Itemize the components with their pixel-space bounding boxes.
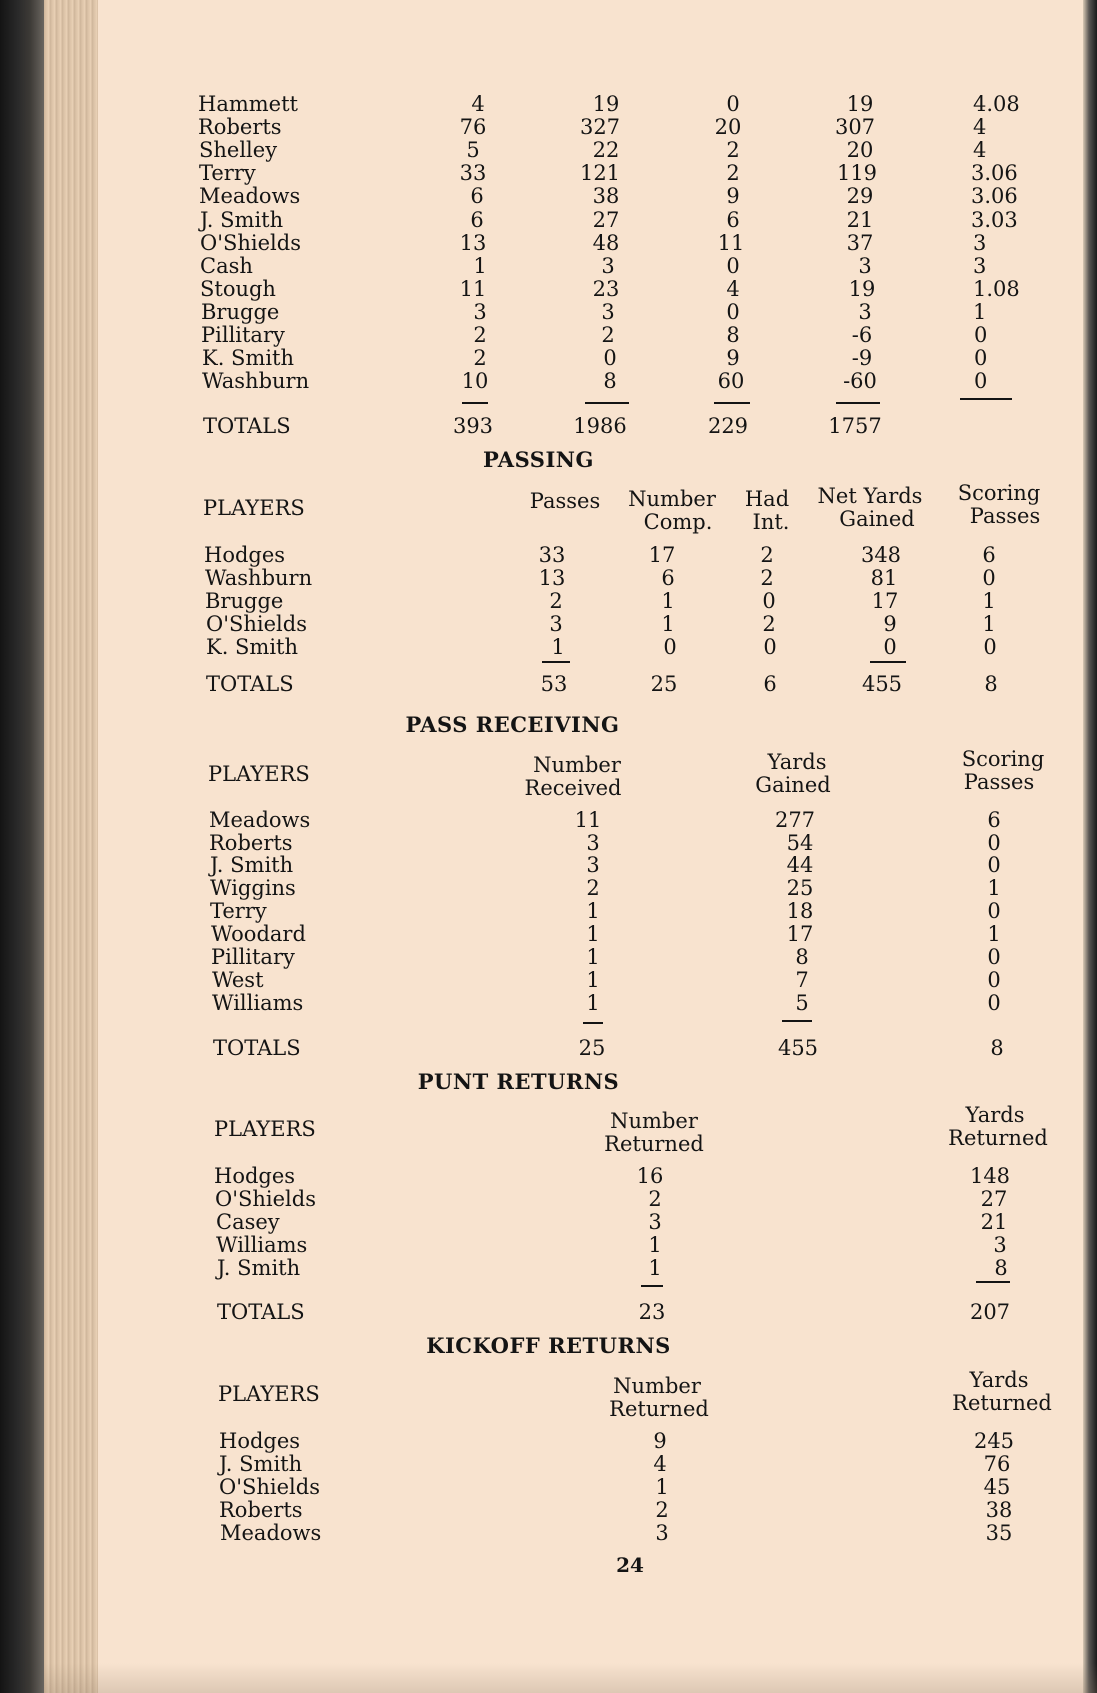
- player-name: O'Shields: [200, 231, 301, 255]
- table-row: West 1 7 0: [212, 968, 1001, 992]
- player-name: O'Shields: [215, 1187, 316, 1211]
- table-row: Meadows 6 38 9 29 3.06: [199, 184, 1018, 208]
- player-name: Pillitary: [201, 323, 285, 347]
- section-title: PUNT RETURNS: [417, 1069, 620, 1094]
- page-bottom-shadow: [44, 1663, 1097, 1693]
- table-row: K. Smith 1 0 0 0 0: [206, 635, 997, 659]
- page-number: 24: [616, 1553, 644, 1577]
- section-title: PASSING: [483, 447, 594, 472]
- players-heading: PLAYERS: [218, 1382, 320, 1406]
- player-name: Williams: [216, 1233, 308, 1257]
- totals-row: TOTALS 53 25 6 455 8: [206, 672, 998, 696]
- total-rule: [542, 661, 570, 663]
- player-name: Pillitary: [211, 945, 295, 969]
- table-row: Terry 33 121 2 119 3.06: [199, 161, 1018, 185]
- total-rule: [870, 661, 906, 663]
- player-name: Brugge: [201, 300, 280, 324]
- table-row: Hodges 9 245: [219, 1429, 1015, 1453]
- table-row: Shelley 5 22 2 20 4: [199, 138, 987, 162]
- player-name: Washburn: [205, 566, 313, 590]
- player-name: Roberts: [209, 831, 293, 855]
- player-name: Meadows: [220, 1521, 322, 1545]
- player-name: K. Smith: [206, 635, 299, 659]
- total-rule: [585, 402, 629, 404]
- player-name: J. Smith: [219, 1452, 303, 1476]
- player-name: Hodges: [214, 1164, 296, 1188]
- player-name: West: [212, 968, 264, 992]
- player-name: Casey: [216, 1210, 280, 1234]
- table-row: O'Shields 2 27: [215, 1187, 1008, 1211]
- player-name: Meadows: [199, 184, 301, 208]
- player-name: Shelley: [199, 138, 278, 162]
- total-rule: [836, 402, 880, 404]
- player-name: O'Shields: [206, 612, 307, 636]
- table-row: Stough 11 23 4 19 1.08: [200, 277, 1020, 301]
- player-name: Woodard: [211, 922, 306, 946]
- table-row: Brugge 3 3 0 3 1: [201, 300, 987, 324]
- table-row: Williams 1 5 0: [212, 991, 1001, 1015]
- table-row: Brugge 2 1 0 17 1: [205, 589, 996, 613]
- section-title: KICKOFF RETURNS: [426, 1333, 671, 1358]
- player-name: J. Smith: [210, 853, 294, 877]
- table-row: O'Shields 13 48 11 37 3: [200, 231, 987, 255]
- table-row: K. Smith 2 0 9 -9 0: [202, 346, 988, 370]
- table-row: Pillitary 1 8 0: [211, 945, 1001, 969]
- table-row: Meadows 3 35: [220, 1521, 1013, 1545]
- table-row: Wiggins 2 25 1: [210, 876, 1001, 900]
- table-row: J. Smith 3 44 0: [210, 853, 1001, 877]
- table-row: Washburn 10 8 60 -60 0: [202, 369, 988, 393]
- player-name: Stough: [200, 277, 276, 301]
- table-row: Hammett 4 19 0 19 4.08: [198, 92, 1020, 116]
- table-row: Williams 1 3: [216, 1233, 1007, 1257]
- player-name: Wiggins: [210, 876, 296, 900]
- player-name: Roberts: [219, 1498, 303, 1522]
- totals-row: TOTALS 25 455 8: [213, 1036, 1004, 1060]
- total-rule: [462, 402, 488, 404]
- player-name: Brugge: [205, 589, 284, 613]
- player-name: Hodges: [219, 1429, 301, 1453]
- table-row: Roberts 3 54 0: [209, 831, 1001, 855]
- table-row: Pillitary 2 2 8 -6 0: [201, 323, 988, 347]
- table-row: Washburn 13 6 2 81 0: [205, 566, 996, 590]
- total-rule: [782, 1020, 812, 1022]
- player-name: Terry: [210, 899, 267, 923]
- player-name: Cash: [200, 254, 253, 278]
- table-row: Roberts 2 38: [219, 1498, 1013, 1522]
- table-row: Woodard 1 17 1: [211, 922, 1001, 946]
- table-row: O'Shields 1 45: [219, 1475, 1011, 1499]
- table-row: J. Smith 6 27 6 21 3.03: [200, 208, 1018, 232]
- players-heading: PLAYERS: [214, 1117, 316, 1141]
- table-row: Casey 3 21: [216, 1210, 1008, 1234]
- players-heading: PLAYERS: [208, 762, 310, 786]
- totals-row: TOTALS 23 207: [217, 1300, 1011, 1324]
- table-row: Cash 1 3 0 3 3: [200, 254, 987, 278]
- player-name: Meadows: [209, 808, 311, 832]
- table-row: Meadows 11 277 6: [209, 808, 1001, 832]
- table-row: Hodges 16 148: [214, 1164, 1011, 1188]
- player-name: Hammett: [198, 92, 298, 116]
- section-title: PASS RECEIVING: [405, 712, 620, 737]
- player-name: Hodges: [204, 543, 286, 567]
- total-rule: [641, 1285, 663, 1287]
- player-name: J. Smith: [200, 208, 284, 232]
- table-row: Hodges 33 17 2 348 6: [204, 543, 996, 567]
- table-row: J. Smith 4 76: [219, 1452, 1011, 1476]
- player-name: Washburn: [202, 369, 310, 393]
- player-name: K. Smith: [202, 346, 295, 370]
- players-heading: PLAYERS: [203, 496, 305, 520]
- totals-row: TOTALS 393 1986 229 1757: [203, 414, 882, 438]
- player-name: J. Smith: [217, 1256, 301, 1280]
- total-rule: [583, 1022, 603, 1024]
- table-row: O'Shields 3 1 2 9 1: [206, 612, 996, 636]
- total-rule: [714, 402, 750, 404]
- player-name: O'Shields: [219, 1475, 320, 1499]
- table-row: Terry 1 18 0: [210, 899, 1001, 923]
- table-row: Roberts 76 327 20 307 4: [198, 115, 987, 139]
- player-name: Terry: [199, 161, 256, 185]
- player-name: Williams: [212, 991, 304, 1015]
- total-rule: [976, 1281, 1010, 1283]
- player-name: Roberts: [198, 115, 282, 139]
- total-rule: [960, 398, 1012, 400]
- table-row: J. Smith 1 8: [217, 1256, 1008, 1280]
